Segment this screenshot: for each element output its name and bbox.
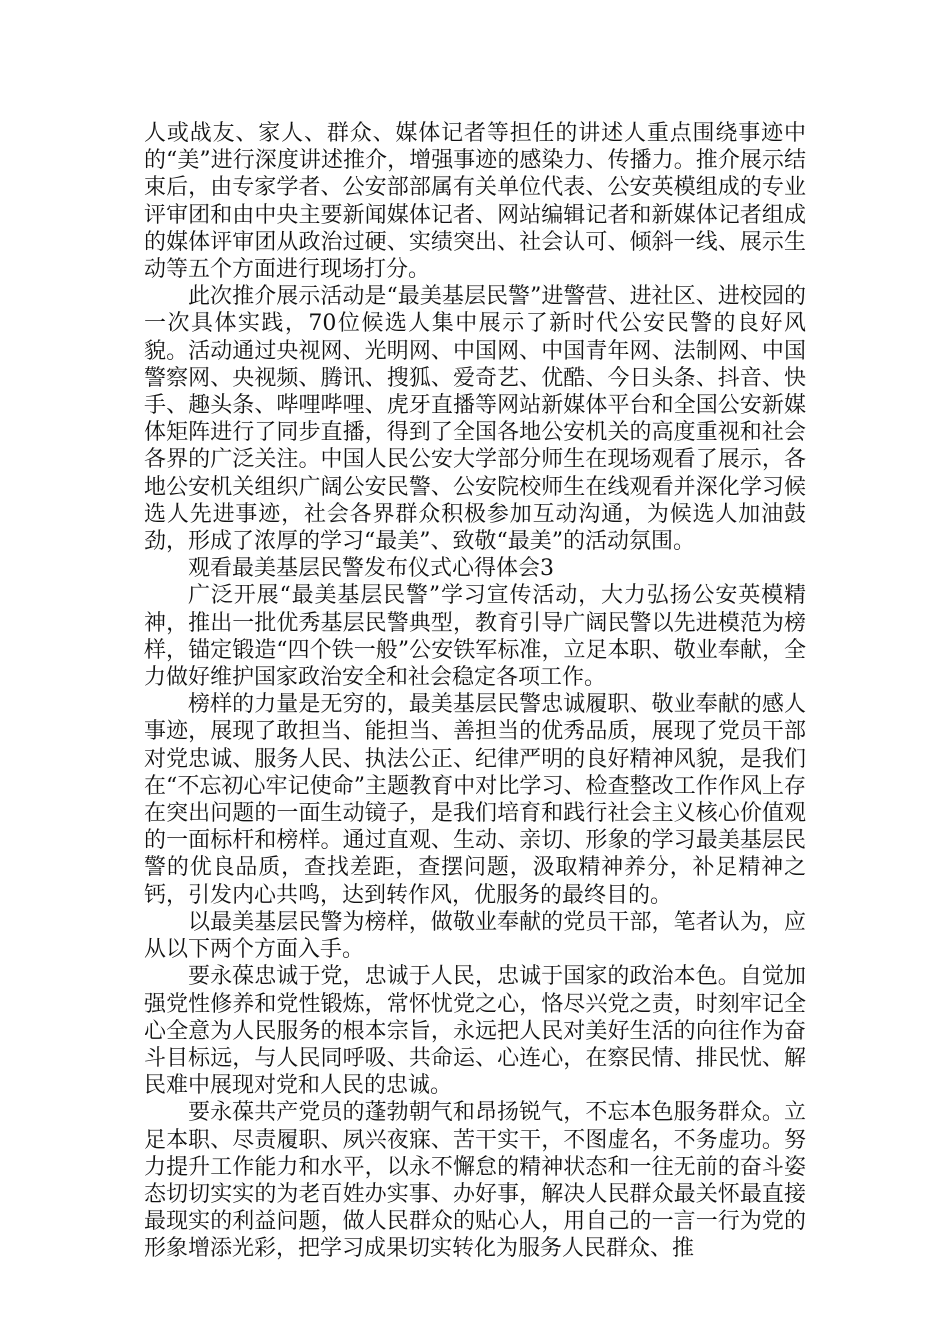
- paragraph-learning-campaign: 广泛开展“最美基层民警”学习宣传活动，大力弘扬公安英模精神，推出一批优秀基层民警典型，教育引导广阔民警以先进模范为榜样，锚定锻造“四个铁一般”公安铁军标准，立足本职、敬业奉献，全力做好维护国家政治安全和社会稳定各项工作。: [144, 583, 806, 691]
- paragraph-role-models: 榜样的力量是无穷的，最美基层民警忠诚履职、敬业奉献的感人事迹，展现了敢担当、能担当、善担当的优秀品质，展现了党员干部对党忠诚、服务人民、执法公正、纪律严明的良好精神风貌，是我们在“不忘初心牢记使命”主题教育中对比学习、检查整改工作作风上存在突出问题的一面生动镜子，是我们培育和践行社会主义核心价值观的一面标杆和榜样。通过直观、生动、亲切、形象的学习最美基层民警的优良品质，查找差距，查摆问题，汲取精神养分，补足精神之钙，引发内心共鸣，达到转作风，优服务的最终目的。: [144, 692, 806, 908]
- section-heading: 观看最美基层民警发布仪式心得体会3: [188, 556, 554, 582]
- paragraph-loyalty: 要永葆忠诚于党，忠诚于人民，忠诚于国家的政治本色。自觉加强党性修养和党性锻炼，常怀忧党之心，恪尽兴党之责，时刻牢记全心全意为人民服务的根本宗旨，永远把人民对美好生活的向往作为奋斗目标远，与人民同呼吸、共命运、心连心，在察民情、排民忧、解民难中展现对党和人民的忠诚。: [144, 964, 806, 1099]
- paragraph-continuation: 人或战友、家人、群众、媒体记者等担任的讲述人重点围绕事迹中的“美”进行深度讲述推介，增强事迹的感染力、传播力。推介展示结束后，由专家学者、公安部部属有关单位代表、公安英模组成的专业评审团和由中央主要新闻媒体记者、网站编辑记者和新媒体记者组成的媒体评审团从政治过硬、实绩突出、社会认可、倾斜一线、展示生动等五个方面进行现场打分。: [144, 121, 806, 283]
- document-body: [144, 120, 806, 1263]
- paragraph-serve-people: 要永葆共产党员的蓬勃朝气和昂扬锐气，不忘本色服务群众。立足本职、尽责履职、夙兴夜寐、苦干实干，不图虚名，不务虚功。努力提升工作能力和水平，以永不懈怠的精神状态和一往无前的奋斗姿态切切实实的为老百姓办实事、办好事，解决人民群众最关怀最直接最现实的利益问题，做人民群众的贴心人，用自己的一言一行为党的形象增添光彩，把学习成果切实转化为服务人民群众、推: [144, 1100, 806, 1262]
- paragraph-two-aspects: 以最美基层民警为榜样，做敬业奉献的党员干部，笔者认为，应从以下两个方面入手。: [144, 909, 806, 963]
- paragraph-promotion-activity: 此次推介展示活动是“最美基层民警”进警营、进社区、进校园的一次具体实践，70位候选人集中展示了新时代公安民警的良好风貌。活动通过央视网、光明网、中国网、中国青年网、法制网、中国警察网、央视频、腾讯、搜狐、爱奇艺、优酷、今日头条、抖音、快手、趣头条、哔哩哔哩、虎牙直播等网站新媒体平台和全国公安新媒体矩阵进行了同步直播，得到了全国各地公安机关的高度重视和社会各界的广泛关注。中国人民公安大学部分师生在现场观看了展示，各地公安机关组织广阔公安民警、公安院校师生在线观看并深化学习候选人先进事迹，社会各界群众积极参加互动沟通，为候选人加油鼓劲，形成了浓厚的学习“最美”、致敬“最美”的活动氛围。: [144, 284, 806, 555]
